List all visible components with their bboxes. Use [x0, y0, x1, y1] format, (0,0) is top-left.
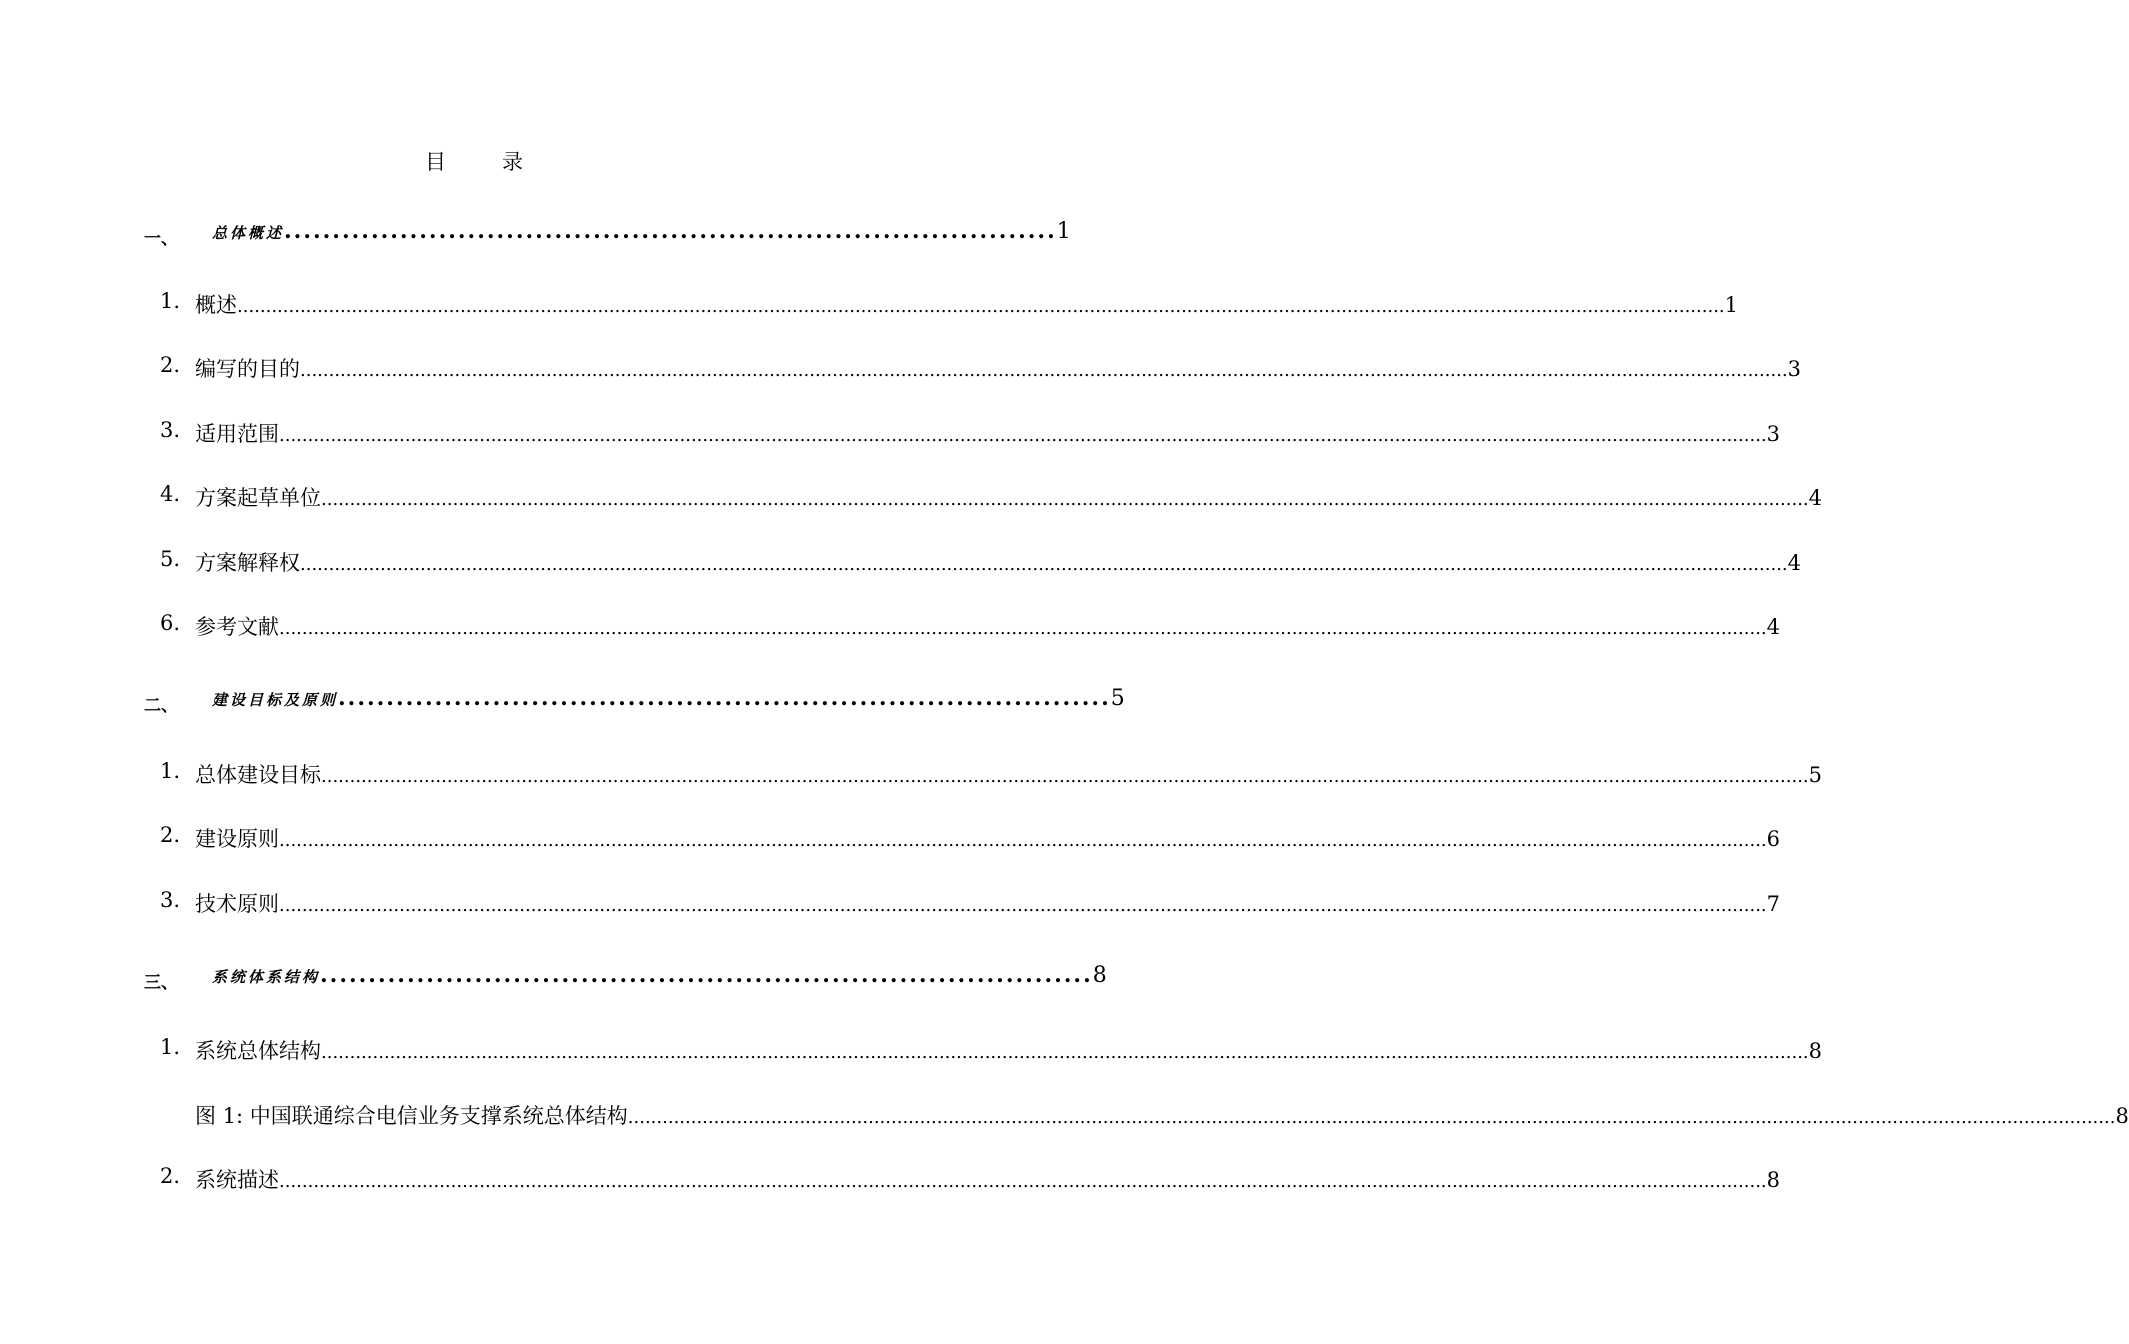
toc-dot-leader: ....................................................................................................................................................................................................................................................................	[279, 895, 1767, 916]
toc-entry-row	[195, 482, 1823, 512]
toc-entry-label[interactable]: 概述	[195, 293, 237, 317]
toc-page-number: 6	[1766, 827, 1781, 851]
toc-page-number: 7	[1766, 892, 1781, 916]
toc-entry-row	[195, 611, 1781, 641]
toc-page-number: 8	[2115, 1104, 2129, 1128]
toc-entry-number: 2.	[160, 1164, 181, 1188]
toc-entry-label[interactable]: 系统体系结构	[212, 968, 321, 986]
toc-dot-leader: ....................................................................................................................................................................................................................................................................	[321, 766, 1809, 787]
toc-dot-leader: ....................................................................................................................................................................................................................................................................	[300, 554, 1788, 575]
toc-entry-label[interactable]: 总体概述	[212, 224, 285, 242]
toc-page-number: 4	[1787, 551, 1802, 575]
toc-dot-leader: ....................................................................................................................................................................................................................................................................	[321, 1042, 1809, 1063]
toc-page-number: 8	[1092, 963, 1107, 988]
toc-section-entry[interactable]	[0, 547, 1802, 581]
toc-entry-number: 一、	[144, 229, 178, 249]
toc-entry-label[interactable]: 建设目标及原则	[212, 691, 339, 709]
toc-title-right: 录	[502, 150, 525, 174]
toc-entry-row	[195, 289, 1739, 319]
toc-entry-number: 5.	[160, 547, 181, 571]
toc-page-number: 1	[1724, 293, 1739, 317]
toc-entry-row	[195, 353, 1802, 383]
toc-entry-label[interactable]: 建设原则	[195, 827, 279, 851]
toc-chapter-entry[interactable]	[0, 962, 1107, 996]
toc-dot-leader: ................................................................................	[284, 218, 1057, 244]
toc-page-number: 4	[1808, 486, 1823, 510]
toc-page-number: 5	[1110, 686, 1125, 711]
toc-dot-leader: ....................................................................................................................................................................................................................................................................	[279, 425, 1767, 446]
toc-dot-leader: ....................................................................................................................................................................................................................................................................	[321, 489, 1809, 510]
toc-page-number: 8	[1808, 1039, 1823, 1063]
toc-entry-row	[195, 547, 1802, 577]
toc-entry-number: 3.	[160, 888, 181, 912]
toc-figure-entry[interactable]	[0, 1100, 2129, 1134]
toc-entry-row	[195, 418, 1781, 448]
toc-entry-number: 1.	[160, 289, 181, 313]
toc-dot-leader: ....................................................................................................................................................................................................................................................................	[627, 1107, 2116, 1128]
toc-entry-row	[195, 1164, 1781, 1194]
toc-entry-label[interactable]: 编写的目的	[195, 357, 300, 381]
toc-section-entry[interactable]	[0, 611, 1781, 645]
toc-dot-leader: ....................................................................................................................................................................................................................................................................	[279, 1171, 1767, 1192]
toc-page-number: 3	[1766, 422, 1781, 446]
toc-entry-number: 3.	[160, 418, 181, 442]
toc-entry-label[interactable]: 系统描述	[195, 1168, 279, 1192]
toc-entry-number: 1.	[160, 759, 181, 783]
toc-dot-leader: ....................................................................................................................................................................................................................................................................	[279, 618, 1767, 639]
toc-section-entry[interactable]	[0, 1164, 1781, 1198]
toc-dot-leader: ................................................................................	[320, 962, 1093, 988]
toc-entry-row	[212, 218, 1071, 244]
toc-section-entry[interactable]	[0, 418, 1781, 452]
toc-entry-label[interactable]: 适用范围	[195, 422, 279, 446]
toc-chapter-entry[interactable]	[0, 218, 1071, 252]
toc-entry-row	[212, 685, 1125, 711]
toc-page-number: 1	[1056, 219, 1071, 244]
toc-entry-number: 二、	[144, 696, 178, 716]
toc-entry-row	[195, 1100, 2129, 1130]
toc-entry-number: 4.	[160, 482, 181, 506]
toc-dot-leader: ................................................................................	[338, 685, 1111, 711]
toc-entry-label[interactable]: 系统总体结构	[195, 1039, 321, 1063]
toc-entry-row	[195, 888, 1781, 918]
toc-chapter-entry[interactable]	[0, 685, 1125, 719]
toc-page-number: 8	[1766, 1168, 1781, 1192]
toc-section-entry[interactable]	[0, 289, 1739, 323]
toc-entry-row	[195, 1035, 1823, 1065]
toc-entry-label[interactable]: 图 1: 中国联通综合电信业务支撑系统总体结构	[195, 1104, 628, 1128]
toc-dot-leader: ....................................................................................................................................................................................................................................................................	[237, 296, 1725, 317]
toc-page-number: 3	[1787, 357, 1802, 381]
toc-title	[0, 146, 950, 176]
toc-entry-number: 2.	[160, 353, 181, 377]
toc-entry-number: 2.	[160, 823, 181, 847]
toc-entry-label[interactable]: 方案起草单位	[195, 486, 321, 510]
toc-page-number: 4	[1766, 615, 1781, 639]
toc-section-entry[interactable]	[0, 888, 1781, 922]
toc-page-number: 5	[1808, 763, 1823, 787]
toc-entry-number: 1.	[160, 1035, 181, 1059]
toc-section-entry[interactable]	[0, 823, 1781, 857]
toc-section-entry[interactable]	[0, 759, 1823, 793]
toc-dot-leader: ....................................................................................................................................................................................................................................................................	[300, 360, 1788, 381]
toc-entry-label[interactable]: 总体建设目标	[195, 763, 321, 787]
toc-entry-row	[195, 823, 1781, 853]
toc-section-entry[interactable]	[0, 353, 1802, 387]
toc-entry-label[interactable]: 技术原则	[195, 892, 279, 916]
toc-entry-label[interactable]: 参考文献	[195, 615, 279, 639]
toc-section-entry[interactable]	[0, 482, 1823, 516]
toc-entry-row	[195, 759, 1823, 789]
toc-section-entry[interactable]	[0, 1035, 1823, 1069]
toc-entry-row	[212, 962, 1107, 988]
toc-entry-label[interactable]: 方案解释权	[195, 551, 300, 575]
toc-entry-number: 6.	[160, 611, 181, 635]
toc-entry-number: 三、	[144, 973, 178, 993]
toc-dot-leader: ....................................................................................................................................................................................................................................................................	[279, 830, 1767, 851]
toc-title-left: 目	[425, 150, 448, 174]
